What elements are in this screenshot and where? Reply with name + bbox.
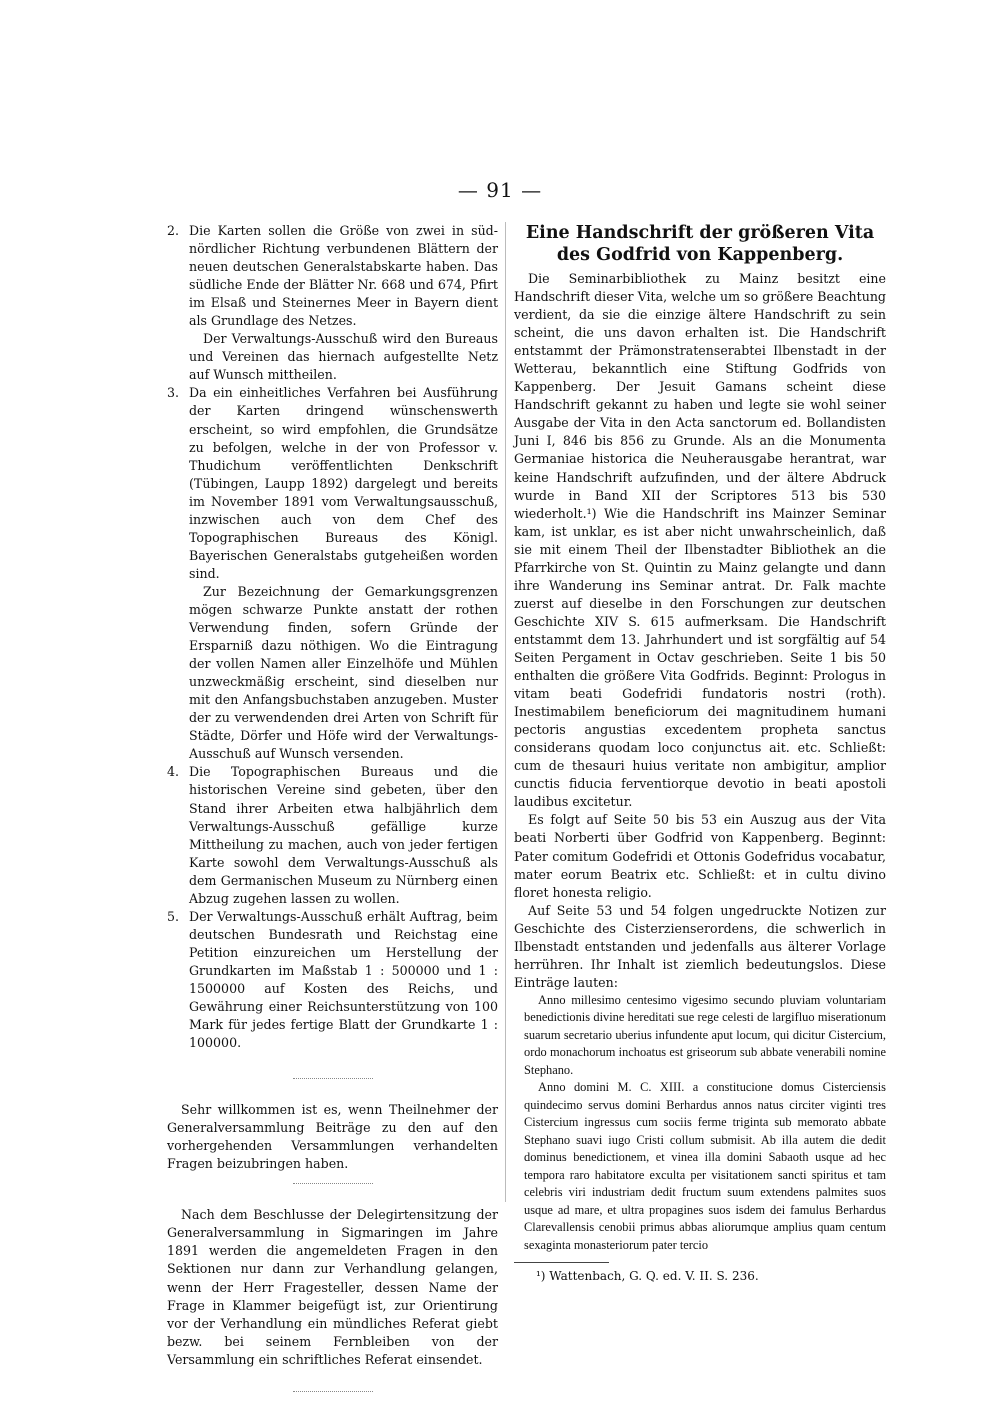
article-paragraph: Auf Seite 53 und 54 folgen ungedruckte Notizen zur Geschichte des Cisterzienserordens, die schwerlich in Ilbenstadt entstanden und jedenfalls aus älterer Vorlage herrühren. Ihr Inhalt ist ziemlich bedeutungslos. Diese Einträge lauten: [514, 902, 886, 990]
column-divider [505, 222, 506, 1202]
section-separator [293, 1391, 373, 1392]
notice-paragraph: Nach dem Beschlusse der Delegirtensitzung der Generalversammlung in Sigmaringen im Jahre 1891 werden die angemeldeten Fragen in den Sektionen nur dann zur Verhandlung gelangen, wenn der Herr Fragesteller, dessen Name der Frage in Klammer beigefügt ist, zur Orientirung vor der Verhandlung ein mündliches Referat giebt bezw. bei seinem Fernbleiben von der Versammlung ein schriftliches Referat einsendet. [167, 1207, 498, 1367]
item-number: 3. [167, 385, 180, 401]
left-column [167, 222, 498, 1402]
item-continuation: Zur Bezeichnung der Gemarkungsgrenzen mögen schwarze Punkte anstatt der rothen Verwendung finden, sofern Gründe der Ersparniß dazu nöthigen. Wo die Eintragung der vollen Namen aller Einzelhöfe und Mühlen unzweckmäßig erscheint, sind dieselben nur mit den Anfangsbuchstaben anzugeben. Muster der zu verwendenden drei Arten von Schrift für Städte, Dörfer und Höfe wird der Verwaltungs-Ausschuß auf Wunsch versenden. [189, 583, 498, 762]
page-number: — 91 — [457, 178, 543, 202]
article-paragraph: Die Seminarbibliothek zu Mainz besitzt eine Handschrift dieser Vita, welche um so größere Beachtung verdient, da sie die einzige ältere Handschrift zu sein scheint, die uns davon erhalten ist. Die Handschrift entstammt der Prämonstratenserabtei Ilbenstadt in der Wetterau, bekanntlich eine Stiftung Godfrids von Kappenberg. Der Jesuit Gamans scheint diese Handschrift gekannt zu haben und legte sie wohl seiner Ausgabe der Vita in den Acta sanctorum ed. Bollandisten Juni I, 846 bis 856 zu Grunde. Als an die Monumenta Germaniae historica die Neuherausgabe herantrat, war keine Handschrift aufzufinden, und der ältere Abdruck wurde in Band XII der Scriptores 513 bis 530 wiederholt.¹) Wie die Handschrift ins Mainzer Seminar kam, ist unklar, es ist aber nicht unwahrscheinlich, daß sie mit einem Theil der Ilbenstadter Bibliothek an die Pfarrkirche von St. Quintin zu Mainz gelangte und dann ihre Wanderung ins Seminar antrat. Dr. Falk machte zuerst auf dieselbe in den Forschungen zur deutschen Geschichte XIV S. 615 aufmerksam. Die Handschrift entstammt dem 13. Jahrhundert und ist sorgfältig auf 54 Seiten Pergament in Octav geschrieben. Seite 1 bis 50 enthalten die größere Vita Godfrids. Beginnt: Prologus in vitam beati Godefridi fundatoris nostri (roth). Inestimabilem beneficiorum dei magnitudinem humani pectoris angustias excedentem propheta sanctus considerans quodam loco conjunctus ait. etc. Schließt: cum de thesauri huius veritate non ambigitur, amplior cunctis fiducia ferventiorque devotio in beati apostoli laudibus excitetur. [514, 271, 886, 810]
item-text: Der Verwaltungs-Ausschuß erhält Auftrag, beim deutschen Bundesrath und Reichstag eine Petition einzureichen um Herstellung der Grundkarten im Maßstab 1 : 500000 und 1 : 1500000 auf Kosten des Reichs, und Gewährung einer Reichsunterstützung von 100 Mark für jedes fertige Blatt der Grundkarte 1 : 100000. [189, 908, 498, 1051]
item-number: 5. [167, 908, 180, 924]
footnote-rule [514, 1262, 609, 1263]
article-paragraph: Es folgt auf Seite 50 bis 53 ein Auszug aus der Vita beati Norberti über Godfrid von Kappenberg. Beginnt: Pater comitum Godefridi et Ottonis Godefridus vocabatur, mater eorum Beatrix etc. Schließt: et in cultu divino floret honesta religio. [514, 812, 886, 900]
item-number: 4. [167, 764, 180, 780]
item-number: 2. [167, 223, 180, 238]
notice-paragraph: Sehr willkommen ist es, wenn Theilnehmer der Generalversammlung Beiträge zu den auf den vorhergehenden Versammlungen verhandelten Fragen beizubringen haben. [167, 1102, 498, 1172]
latin-quote: Anno domini M. C. XIII. a constitucione domus Cisterciensis quindecimo servus domini Berhardus annos natus circiter viginti tres Cistercium ingressus cum sociis ferme triginta sub memorato abbate Stephano suavi iugo Cristi collum submisit. Ab illa autem die dedit dominus benedictionem, et vinea illa domini Sabaoth usque ad hec tempora raro habitatore exculta per visitationem sancti spiritus et tam celebris viri industriam dedit fructum suum extendens palmites suos usque ad mare, et ultra propagines suos isdem dei famulus Berhardus Clarevallensis cenobii primus abbas aliorumque amplius quam centum sexaginta monasteriorum pater tercio [524, 1080, 886, 1252]
item-text: Die Topographischen Bureaus und die historischen Vereine sind gebeten, über den Stand ihrer Arbeiten etwa halbjährlich dem Verwaltungs-Ausschuß gefällige kurze Mittheilung zu machen, auch von jeder fertigen Karte sowohl dem Verwaltungs-Ausschuß als dem Germanischen Museum zu Nürnberg einen Abzug zugehen lassen zu wollen. [189, 764, 498, 906]
latin-quote: Anno millesimo centesimo vigesimo secundo pluviam voluntariam benedictionis divine hereditati sue rege celesti de largifluo miserationum suarum secretario uberius infundente aput locum, qui dicitur Cistercium, ordo monachorum inchoatus est griseorum sub abbate venerabili nomine Stephano. [524, 992, 886, 1077]
item-continuation: Der Verwaltungs-Ausschuß wird den Bureaus und Vereinen das hiernach aufgestellte Netz auf Wunsch mittheilen. [189, 331, 498, 383]
list-item [167, 222, 498, 330]
section-separator [293, 1183, 373, 1184]
list-item [167, 908, 498, 1052]
article-title: Eine Handschrift der größeren Vita des Godfrid von Kappenberg. [525, 223, 875, 265]
item-text: Die Karten sollen die Größe von zwei in süd-nördlicher Richtung verbundenen Blättern der neuen deutschen Generalstabskarte haben. Das südliche Ende der Blätter Nr. 668 und 674, Pfirt im Elsaß und Steinernes Meer in Bayern dient als Grundlage des Netzes. [189, 223, 498, 329]
section-separator [293, 1078, 373, 1079]
right-column [514, 222, 886, 1285]
list-item [167, 384, 498, 583]
list-item [167, 763, 498, 907]
item-text: Da ein einheitliches Verfahren bei Ausführung der Karten dringend wünschenswerth erscheint, so wird empfohlen, die Grundsätze zu befolgen, welche in der von Professor v. Thudichum veröffentlichten Denkschrift (Tübingen, Laupp 1892) dargelegt und bereits im November 1891 vom Verwaltungsausschuß, inzwischen auch von dem Chef des Topographischen Bureaus des Königl. Bayerischen Generalstabs gutgeheißen worden sind. [189, 385, 498, 581]
footnote: ¹) Wattenbach, G. Q. ed. V. II. S. 236. [536, 1269, 759, 1284]
